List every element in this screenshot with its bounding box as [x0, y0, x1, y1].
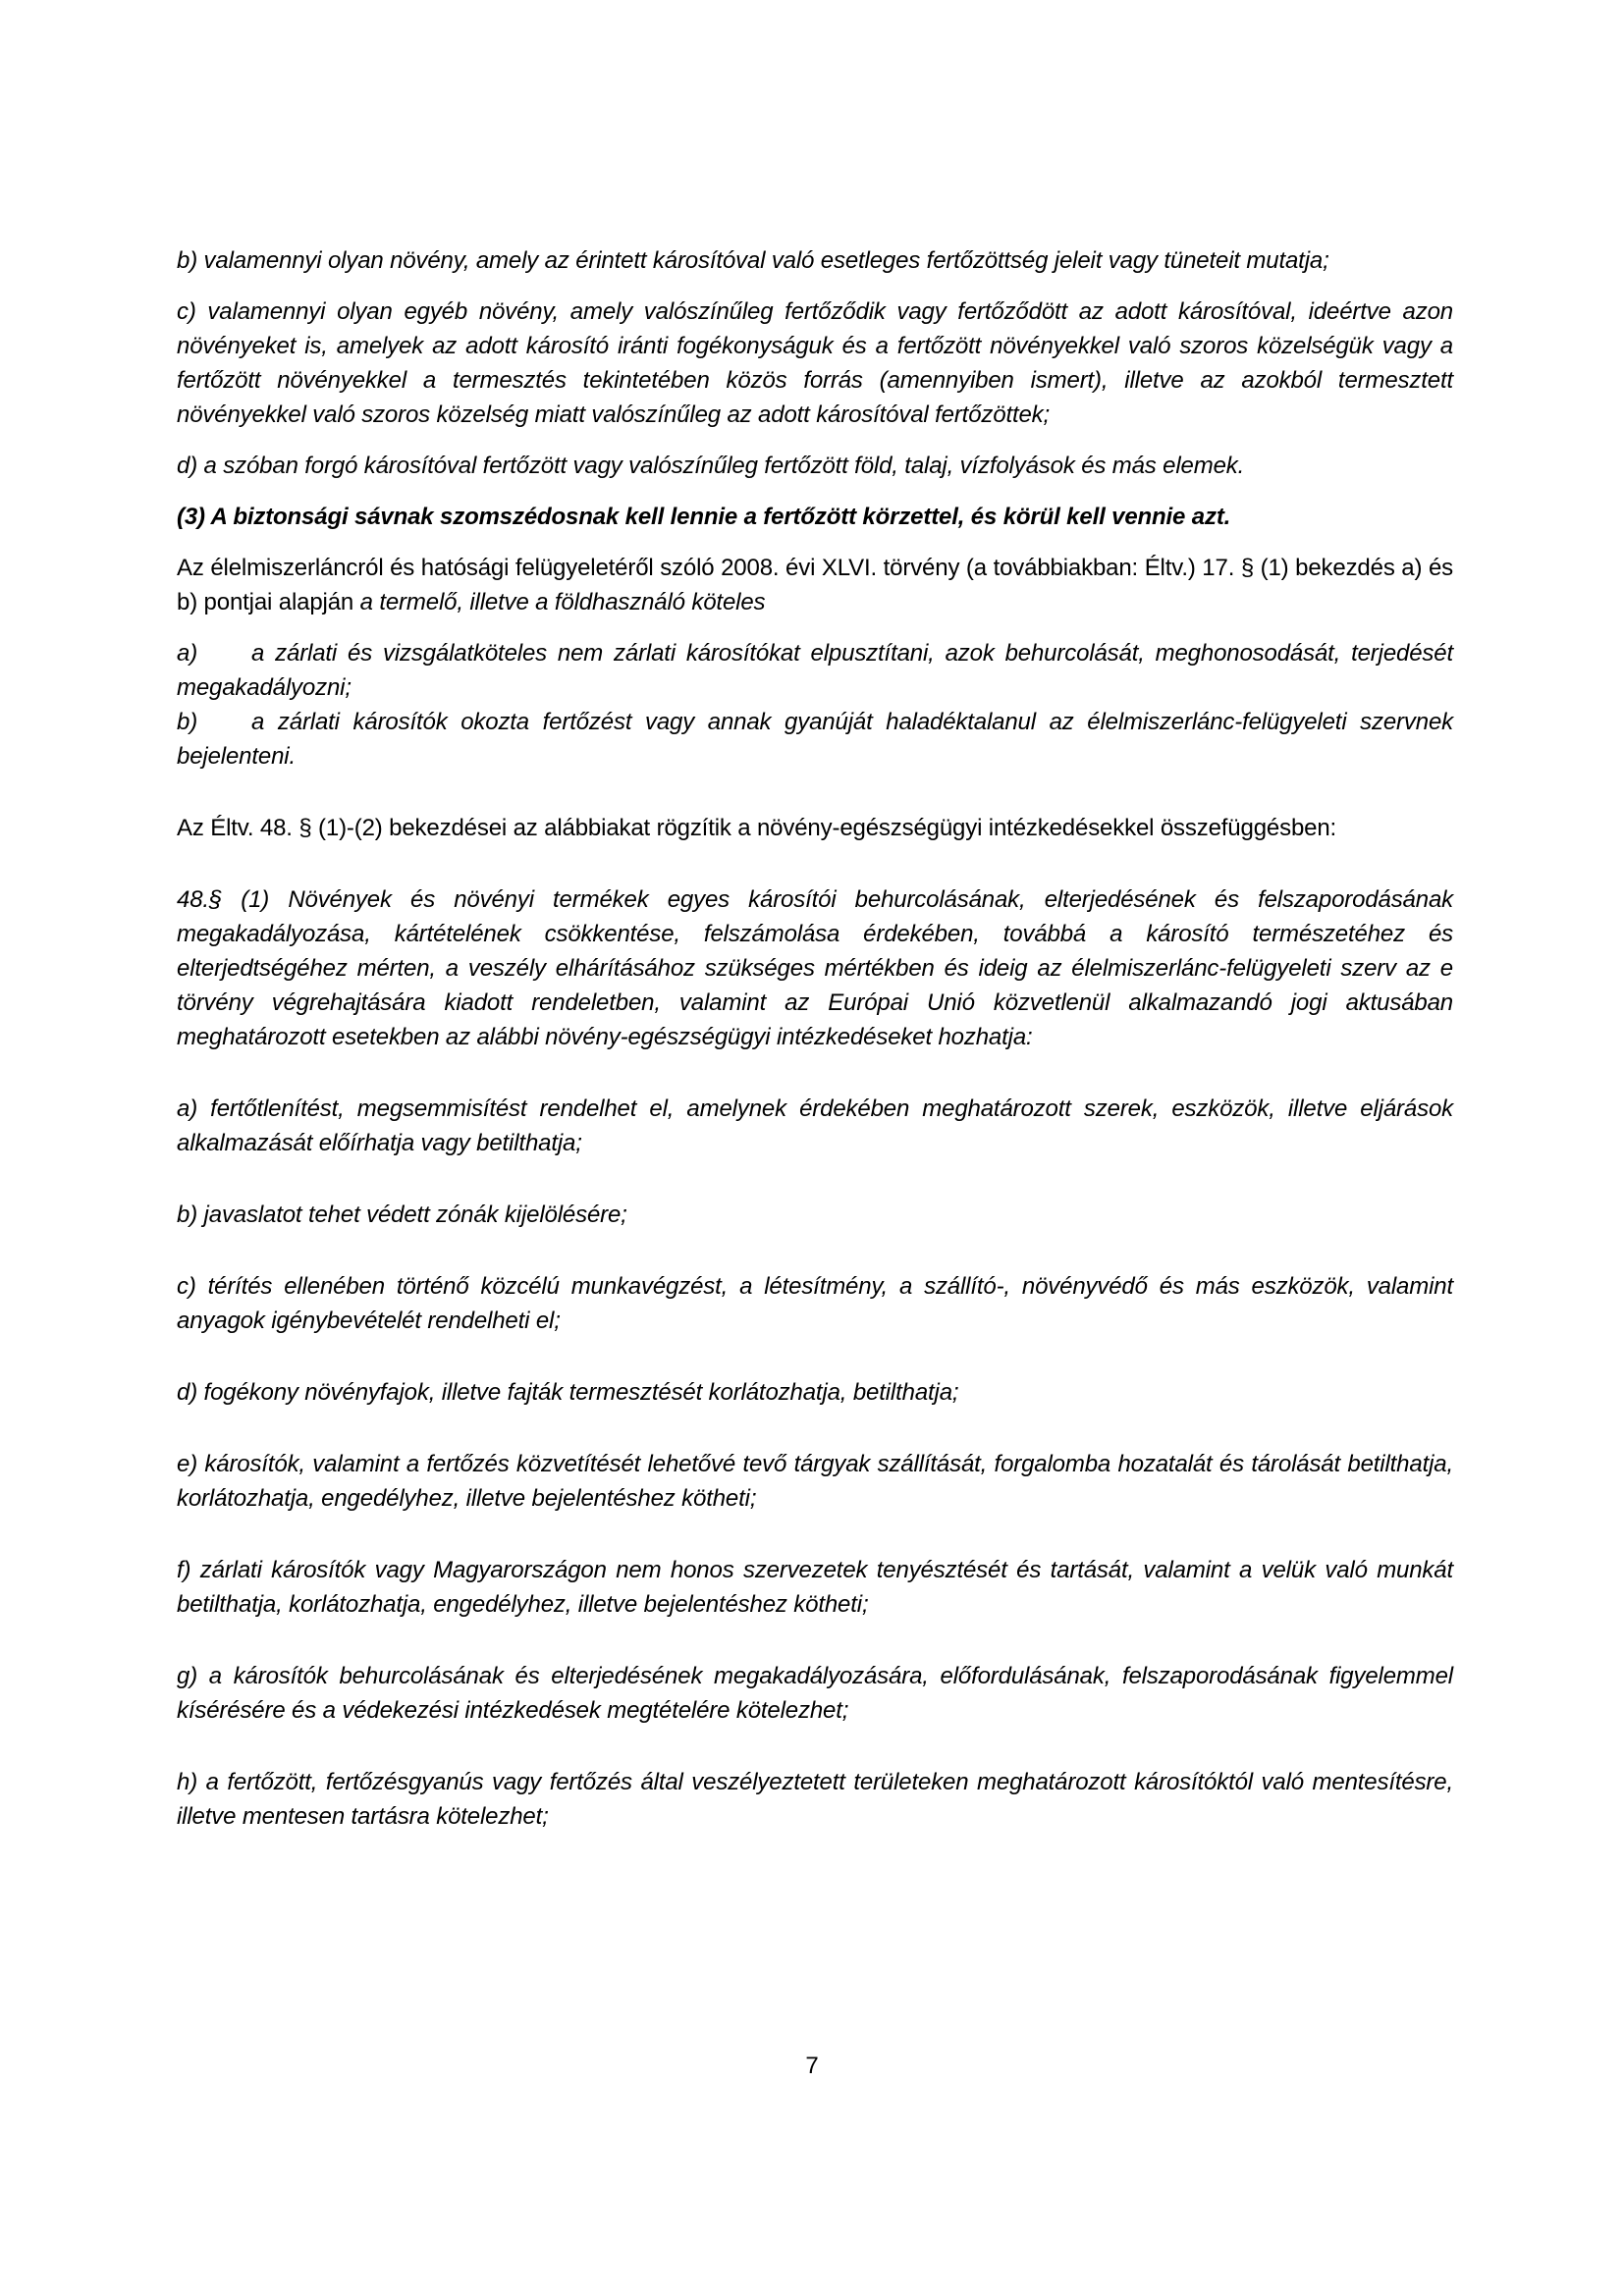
list-item-duty-a	[177, 636, 1453, 705]
page-footer	[0, 2052, 1624, 2081]
list-item-measure-b: b) javaslatot tehet védett zónák kijelölésére;	[177, 1201, 627, 1228]
paragraph-eltv-48-intro: Az Éltv. 48. § (1)-(2) bekezdései az alábbiakat rögzítik a növény-egészségügyi intézkedésekkel összefüggésben:	[177, 815, 1337, 841]
list-item-measure-a: a) fertőtlenítést, megsemmisítést rendelhet el, amelynek érdekében meghatározott szerek, eszközök, illetve eljárások alkalmazását előírhatja vagy betilthatja;	[177, 1095, 1453, 1156]
list-item-measure-f: f) zárlati károsítók vagy Magyarországon nem honos szervezetek tenyésztését és tartását, valamint a velük való munkát betilthatja, korlátozhatja, engedélyhez, illetve bejelentéshez kötheti;	[177, 1557, 1453, 1618]
list-item-measure-h: h) a fertőzött, fertőzésgyanús vagy fertőzés által veszélyeztetett területeken meghatározott károsítóktól való mentesítésre, illetve mentesen tartásra kötelezhet;	[177, 1769, 1453, 1830]
page-number: 7	[805, 2053, 819, 2079]
paragraph-point-c: c) valamennyi olyan egyéb növény, amely valószínűleg fertőződik vagy fertőződött az adott károsítóval, ideértve azon növényeket is, amelyek az adott károsító iránti fogékonyságuk és a fertőzött növényekkel való szoros közelségük vagy a fertőzött növényekkel a termesztés tekintetében közös forrás (amennyiben ismert), illetve az azokból termesztett növényekkel való szoros közelség miatt valószínűleg az adott károsítóval fertőzöttek;	[177, 298, 1453, 428]
list-text-duty-b: a zárlati károsítók okozta fertőzést vagy annak gyanúját haladéktalanul az élelmiszerlánc-felügyeleti szervnek bejelenteni.	[177, 709, 1453, 770]
list-item-measure-e: e) károsítók, valamint a fertőzés közvetítését lehetővé tevő tárgyak szállítását, forgalomba hozatalát és tárolását betilthatja, korlátozhatja, engedélyhez, illetve bejelentéshez kötheti;	[177, 1451, 1453, 1512]
paragraph-eltv-17-intro	[177, 551, 1453, 619]
paragraph-point-d: d) a szóban forgó károsítóval fertőzött vagy valószínűleg fertőzött föld, talaj, vízfolyások és más elemek.	[177, 453, 1245, 479]
subsection-3-heading: (3) A biztonsági sávnak szomszédosnak kell lennie a fertőzött körzettel, és körül kell vennie azt.	[177, 504, 1231, 530]
paragraph-section-48-1: 48.§ (1) Növények és növényi termékek egyes károsítói behurcolásának, elterjedésének és felszaporodásának megakadályozása, kártételének csökkentése, felszámolása érdekében, továbbá a károsító természetéhez és elterjedtségéhez mérten, a veszély elhárításához szükséges mértékben és ideig az élelmiszerlánc-felügyeleti szerv az e törvény végrehajtására kiadott rendeletben, valamint az Európai Unió közvetlenül alkalmazandó jogi aktusában meghatározott esetekben az alábbi növény-egészségügyi intézkedéseket hozhatja:	[177, 886, 1453, 1050]
list-label-b: b)	[177, 709, 198, 735]
list-item-measure-g: g) a károsítók behurcolásának és elterjedésének megakadályozására, előfordulásának, felszaporodásának figyelemmel kísérésére és a védekezési intézkedések megtételére kötelezhet;	[177, 1663, 1453, 1724]
list-item-measure-c: c) térítés ellenében történő közcélú munkavégzést, a létesítmény, a szállító-, növényvédő és más eszközök, valamint anyagok igénybevételét rendelheti el;	[177, 1273, 1453, 1334]
eltv-17-regular-run: Az élelmiszerláncról és hatósági felügyeletéről szóló 2008. évi XLVI. törvény (a továbbiakban: Éltv.) 17. § (1) bekezdés a) és b) pontjai alapján	[177, 555, 1453, 615]
paragraph-point-b: b) valamennyi olyan növény, amely az érintett károsítóval való esetleges fertőzöttség jeleit vagy tüneteit mutatja;	[177, 247, 1329, 274]
eltv-17-italic-run: a termelő, illetve a földhasználó köteles	[359, 589, 766, 615]
list-item-duty-b	[177, 705, 1453, 774]
list-text-duty-a: a zárlati és vizsgálatköteles nem zárlati károsítókat elpusztítani, azok behurcolását, meghonosodását, terjedését megakadályozni;	[177, 640, 1453, 701]
list-label-a: a)	[177, 640, 198, 667]
document-content	[177, 243, 1453, 1834]
list-item-measure-d: d) fogékony növényfajok, illetve fajták termesztését korlátozhatja, betilthatja;	[177, 1379, 959, 1406]
